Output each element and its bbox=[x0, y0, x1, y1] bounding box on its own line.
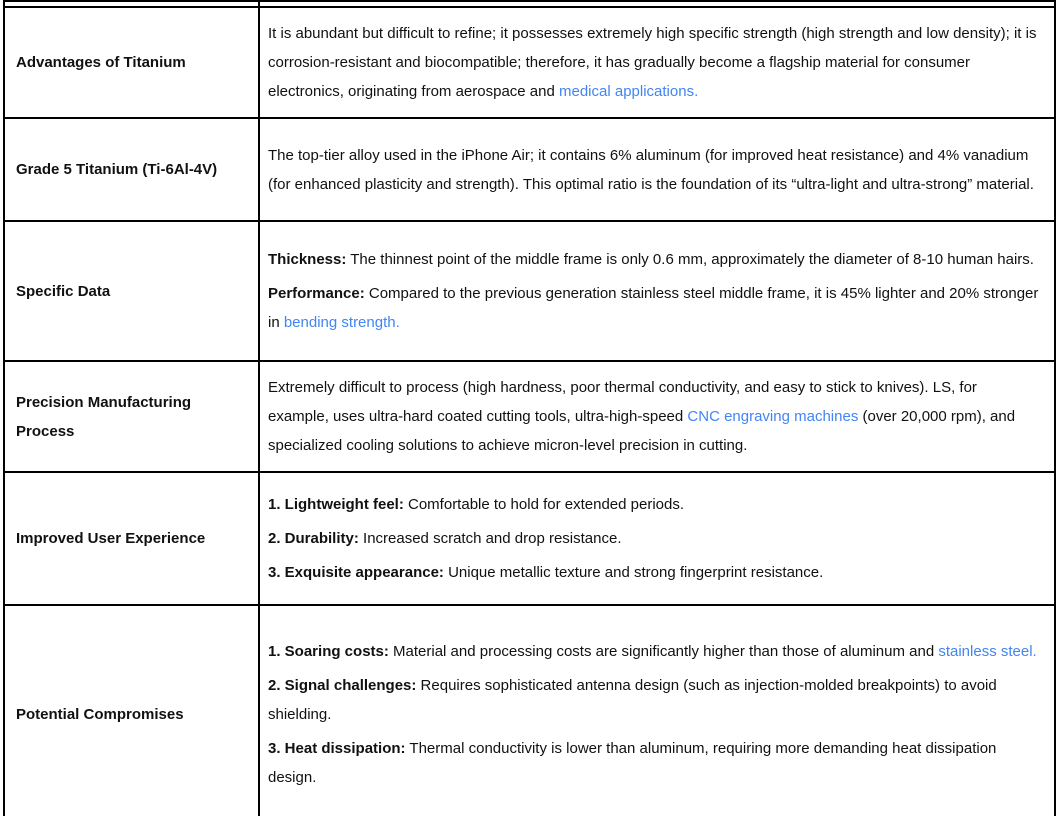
text-segment: (over 20,000 rpm), and specialized cooling solutions to achieve micron-level precision in cutting. bbox=[268, 408, 1016, 454]
row-label: Grade 5 Titanium (Ti-6Al-4V) bbox=[4, 118, 259, 221]
paragraph bbox=[268, 734, 1040, 792]
paragraph bbox=[268, 19, 1040, 106]
row-content bbox=[259, 361, 1055, 472]
text-segment: It is abundant but difficult to refine; it possesses extremely high specific strength (high strength and low density); it is corrosion-resistant and biocompatible; therefore, it has gradually become a flagship material for consumer electronics, originating from aerospace and bbox=[268, 25, 1037, 100]
text-segment: Extremely difficult to process (high hardness, poor thermal conductivity, and easy to stick to knives). LS, for example, uses ultra-hard coated cutting tools, ultra-high-speed bbox=[268, 379, 977, 425]
table-row bbox=[4, 221, 1055, 361]
paragraph bbox=[268, 637, 1040, 666]
text-segment: Unique metallic texture and strong fingerprint resistance. bbox=[443, 564, 824, 581]
row-content bbox=[259, 221, 1055, 361]
text-segment: Comfortable to hold for extended periods. bbox=[403, 496, 685, 513]
paragraph bbox=[268, 524, 1040, 553]
row-label: Precision Manufacturing Process bbox=[4, 361, 259, 472]
text-segment: Compared to the previous generation stainless steel middle frame, it is 45% lighter and 20% stronger in bbox=[268, 285, 1039, 331]
row-label: Potential Compromises bbox=[4, 605, 259, 816]
paragraph bbox=[268, 245, 1040, 274]
paragraph bbox=[268, 373, 1040, 460]
inline-link[interactable]: CNC engraving machines bbox=[687, 408, 859, 425]
table-row bbox=[4, 472, 1055, 605]
text-segment: 3. Heat dissipation: bbox=[268, 739, 406, 757]
text-segment: 1. Lightweight feel: bbox=[268, 496, 404, 513]
table-body bbox=[4, 1, 1055, 816]
row-content bbox=[259, 7, 1055, 118]
row-content bbox=[259, 605, 1055, 816]
paragraph bbox=[268, 490, 1040, 519]
text-segment: The thinnest point of the middle frame is only 0.6 mm, approximately the diameter of 8-10 human hairs. bbox=[346, 251, 1034, 268]
text-segment: The top-tier alloy used in the iPhone Air; it contains 6% aluminum (for improved heat resistance) and 4% vanadium (for enhanced plasticity and strength). This optimal ratio is the foundation of its “ultra-light and ultra-strong” material. bbox=[268, 146, 1034, 193]
row-content bbox=[259, 472, 1055, 605]
inline-link[interactable]: bending strength. bbox=[283, 314, 400, 331]
table-row bbox=[4, 7, 1055, 118]
text-segment: Thermal conductivity is lower than aluminum, requiring more demanding heat dissipation design. bbox=[268, 739, 997, 786]
text-segment: 2. Signal challenges: bbox=[268, 676, 417, 694]
inline-link[interactable]: stainless steel. bbox=[938, 642, 1037, 660]
text-segment: Performance: bbox=[268, 285, 365, 302]
row-label: Advantages of Titanium bbox=[4, 7, 259, 118]
row-content bbox=[259, 118, 1055, 221]
text-segment: Thickness: bbox=[268, 251, 347, 268]
row-label: Improved User Experience bbox=[4, 472, 259, 605]
text-segment: 1. Soaring costs: bbox=[268, 642, 389, 660]
table-row bbox=[4, 118, 1055, 221]
row-label: Specific Data bbox=[4, 221, 259, 361]
table-row bbox=[4, 361, 1055, 472]
paragraph bbox=[268, 141, 1040, 199]
inline-link[interactable]: medical applications. bbox=[559, 83, 699, 100]
paragraph bbox=[268, 558, 1040, 587]
text-segment: 3. Exquisite appearance: bbox=[268, 564, 444, 581]
text-segment: 2. Durability: bbox=[268, 530, 359, 547]
text-segment: Increased scratch and drop resistance. bbox=[358, 530, 622, 547]
table-row bbox=[4, 605, 1055, 816]
text-segment: Material and processing costs are significantly higher than those of aluminum and bbox=[388, 642, 939, 660]
paragraph bbox=[268, 671, 1040, 729]
text-segment: Requires sophisticated antenna design (such as injection-molded breakpoints) to avoid shielding. bbox=[268, 676, 997, 723]
content-table bbox=[3, 0, 1056, 816]
paragraph bbox=[268, 279, 1040, 337]
